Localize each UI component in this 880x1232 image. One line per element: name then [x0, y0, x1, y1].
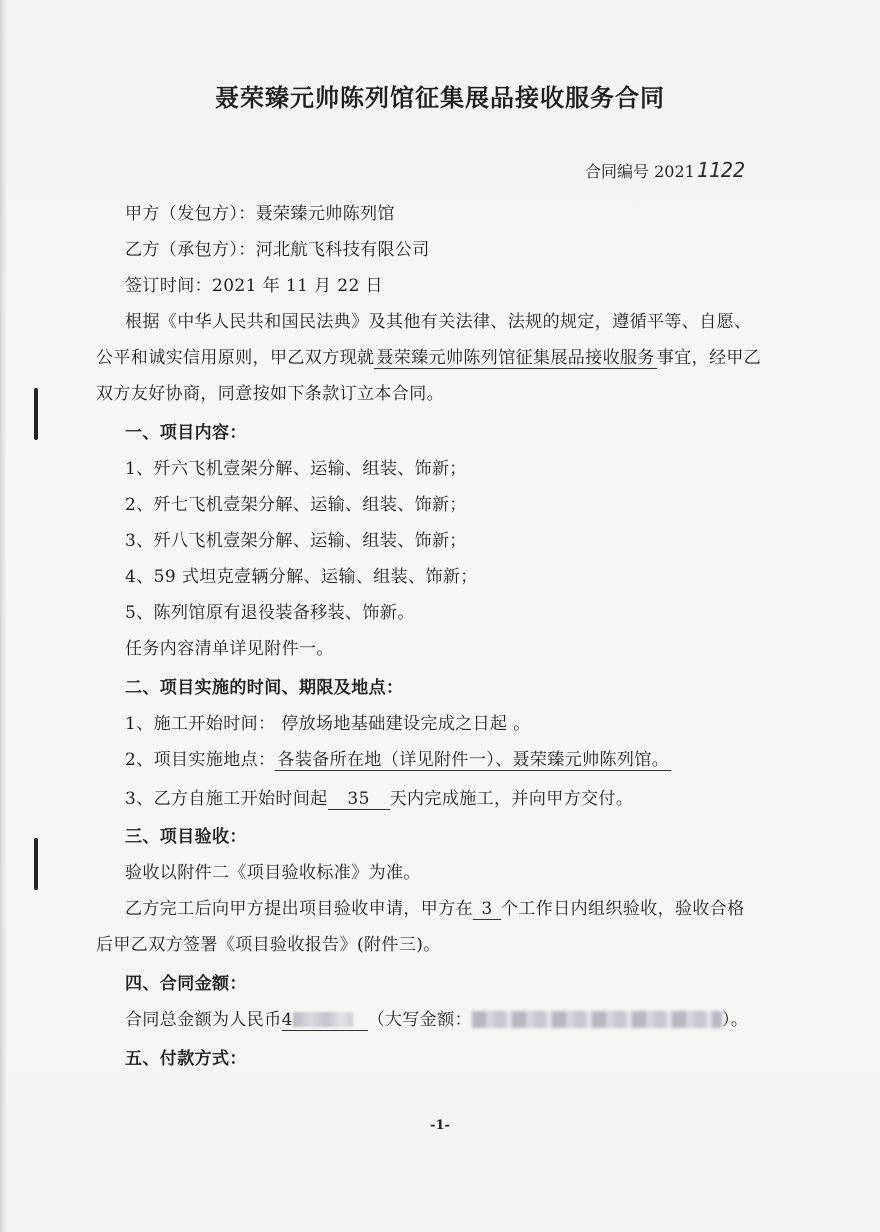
amount-words-redacted [472, 1011, 722, 1028]
contract-number-label: 合同编号 2021 [585, 162, 695, 181]
acceptance-days: 3 [473, 899, 501, 920]
section-1-heading: 一、项目内容： [125, 423, 247, 443]
list-item: 4、59 式坦克壹辆分解、运输、组装、饰新； [125, 567, 478, 587]
amount-post: ）。 [722, 1010, 749, 1030]
acceptance-line-3: 后甲乙双方签署《项目验收报告》(附件三)。 [96, 935, 441, 955]
intro-line-2-pre: 公平和诚实信用原则，甲乙双方现就 [96, 348, 375, 368]
amount-redacted [293, 1012, 353, 1027]
section-2-heading: 二、项目实施的时间、期限及地点： [125, 678, 404, 698]
binding-mark [34, 838, 38, 890]
amount-visible-digit: 4 [281, 1010, 293, 1030]
duration-days: 35 [328, 789, 390, 810]
amount-pre: 合同总金额为人民币 [125, 1010, 282, 1030]
acceptance-line-1: 验收以附件二《项目验收标准》为准。 [125, 863, 421, 883]
section-1-note: 任务内容清单详见附件一。 [125, 639, 334, 659]
section-3-heading: 三、项目验收： [125, 827, 247, 847]
intro-line-2-post: 事宜，经甲乙 [656, 348, 762, 368]
intro-line-3: 双方友好协商，同意按如下条款订立本合同。 [96, 384, 444, 404]
acceptance-line-2-post: 个工作日内组织验收，验收合格 [501, 899, 745, 919]
amount-mid: （大写金额： [367, 1010, 473, 1030]
contract-number-handwritten: 1122 [696, 158, 745, 182]
start-time: 1、施工开始时间： 停放场地基础建设完成之日起 。 [125, 714, 531, 734]
intro-line-2 [96, 343, 761, 368]
list-item: 1、歼六飞机壹架分解、运输、组装、饰新； [125, 459, 467, 479]
binding-mark [34, 388, 38, 440]
location [125, 745, 671, 770]
list-item: 3、歼八飞机壹架分解、运输、组装、饰新； [125, 531, 467, 551]
project-name-underlined: 聂荣臻元帅陈列馆征集展品接收服务 [376, 348, 655, 368]
location-value: 各装备所在地（详见附件一）、聂荣臻元帅陈列馆。 [277, 750, 670, 770]
section-4-heading: 四、合同金额： [125, 974, 247, 994]
scan-edge [0, 0, 6, 1232]
amount-value [282, 1010, 368, 1031]
party-b: 乙方（承包方）：河北航飞科技有限公司 [125, 240, 430, 260]
duration-post: 天内完成施工，并向甲方交付。 [389, 789, 634, 809]
section-5-heading: 五、付款方式： [125, 1049, 247, 1069]
acceptance-line-2-pre: 乙方完工后向甲方提出项目验收申请，甲方在 [125, 899, 473, 919]
list-item: 2、歼七飞机壹架分解、运输、组装、饰新； [125, 495, 467, 515]
list-item: 5、陈列馆原有退役装备移装、饰新。 [125, 603, 415, 623]
acceptance-line-2 [125, 894, 745, 920]
duration-pre: 3、乙方自施工开始时间起 [125, 789, 328, 809]
intro-line-1: 根据《中华人民共和国民法典》及其他有关法律、法规的规定，遵循平等、自愿、 [125, 312, 752, 332]
contract-number [585, 158, 745, 182]
contract-title: 聂荣臻元帅陈列馆征集展品接收服务合同 [215, 84, 665, 112]
location-label: 2、项目实施地点： [125, 750, 276, 770]
page-number: -1- [430, 1118, 450, 1133]
contract-amount [125, 1005, 748, 1031]
sign-date: 签订时间：2021 年 11 月 22 日 [125, 276, 383, 296]
duration [125, 784, 633, 810]
party-a: 甲方（发包方）：聂荣臻元帅陈列馆 [125, 204, 395, 224]
